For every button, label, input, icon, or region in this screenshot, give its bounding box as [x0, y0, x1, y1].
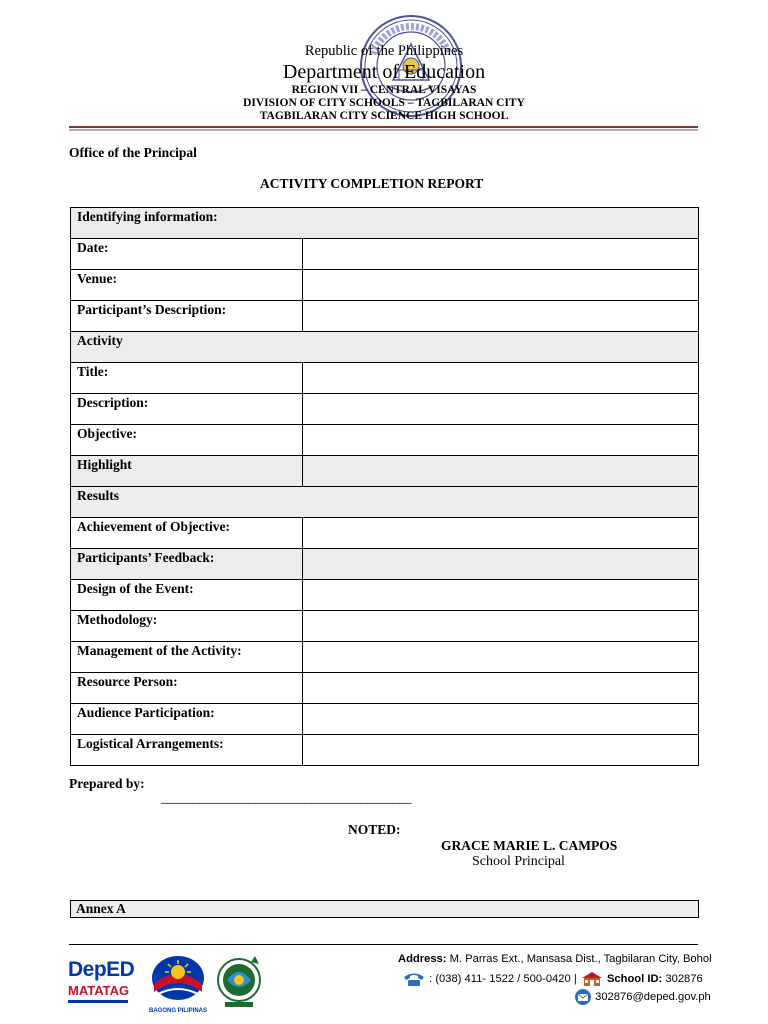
- bagong-pilipinas-logo: [148, 954, 208, 1012]
- achievement-field[interactable]: [303, 518, 699, 549]
- field-label: Participant’s Description:: [77, 302, 227, 317]
- form-row-participants-description: [71, 301, 699, 332]
- signature-line[interactable]: ________________________________________: [161, 790, 411, 805]
- email-link[interactable]: 302876@deped.gov.ph: [595, 990, 711, 1003]
- annex-box: [70, 900, 699, 918]
- field-label: Achievement of Objective:: [77, 519, 230, 534]
- principal-name: GRACE MARIE L. CAMPOS: [441, 838, 618, 853]
- school-id-value: 302876: [662, 972, 703, 985]
- field-label: Participants’ Feedback:: [77, 550, 215, 565]
- school-icon: [580, 971, 604, 987]
- section-results: [71, 487, 699, 518]
- department-name: Department of Education: [282, 61, 486, 83]
- field-label: Resource Person:: [77, 674, 178, 689]
- address-value: M. Parras Ext., Mansasa Dist., Tagbilaran City, Bohol: [446, 953, 712, 965]
- header-rule-dark: [69, 126, 698, 128]
- audience-field[interactable]: [303, 704, 699, 735]
- phone-icon: [402, 971, 426, 987]
- deped-logo-text: DepED: [68, 958, 135, 981]
- section-label: Activity: [77, 333, 123, 348]
- venue-field[interactable]: [303, 270, 699, 301]
- resource-person-field[interactable]: [303, 673, 699, 704]
- matatag-logo-text: MATATAG: [68, 983, 130, 998]
- email-icon: [574, 989, 592, 1005]
- field-label: Highlight: [77, 457, 132, 472]
- field-label: Audience Participation:: [77, 705, 215, 720]
- region-line: REGION VII – CENTRAL VISAYAS: [291, 84, 477, 96]
- footer-email-row: [574, 989, 711, 1005]
- field-label: Objective:: [77, 426, 137, 441]
- field-label: Date:: [77, 240, 109, 255]
- principal-title: School Principal: [472, 854, 565, 869]
- form-row-objective: [71, 425, 699, 456]
- description-field[interactable]: [303, 394, 699, 425]
- field-label: Title:: [77, 364, 109, 379]
- field-label: Management of the Activity:: [77, 643, 242, 658]
- form-row-resource-person: [71, 673, 699, 704]
- title-field[interactable]: [303, 363, 699, 394]
- phone-number: : (038) 411- 1522 / 500-0420 |: [429, 972, 577, 985]
- section-identifying: [71, 208, 699, 239]
- annex-label: Annex A: [76, 901, 126, 916]
- report-title: ACTIVITY COMPLETION REPORT: [260, 176, 484, 191]
- prepared-by-label: Prepared by:: [69, 776, 145, 791]
- form-row-description: [71, 394, 699, 425]
- field-label: Description:: [77, 395, 149, 410]
- form-row-venue: [71, 270, 699, 301]
- feedback-field[interactable]: [303, 549, 699, 580]
- form-row-highlight: [71, 456, 699, 487]
- highlight-field[interactable]: [303, 456, 699, 487]
- participants-description-field[interactable]: [303, 301, 699, 332]
- form-row-logistics: [71, 735, 699, 766]
- form-row-feedback: [71, 549, 699, 580]
- form-row-management: [71, 642, 699, 673]
- form-row-design: [71, 580, 699, 611]
- deped-matatag-logo: [68, 958, 134, 1014]
- design-field[interactable]: [303, 580, 699, 611]
- footer-rule: [69, 944, 698, 945]
- management-field[interactable]: [303, 642, 699, 673]
- form-row-date: [71, 239, 699, 270]
- footer-address: [398, 953, 712, 965]
- school-line: TAGBILARAN CITY SCIENCE HIGH SCHOOL: [259, 110, 509, 122]
- bagong-pilipinas-text: BAGONG PILIPINAS: [148, 1008, 207, 1014]
- school-id-label: School ID:: [606, 972, 663, 985]
- section-label: Results: [77, 488, 120, 503]
- office-label: Office of the Principal: [69, 145, 197, 160]
- field-label: Logistical Arrangements:: [77, 736, 224, 751]
- activity-report-form: [70, 207, 699, 766]
- form-row-methodology: [71, 611, 699, 642]
- school-emblem-icon: [215, 950, 265, 1012]
- field-label: Methodology:: [77, 612, 158, 627]
- address-label: Address:: [398, 953, 447, 965]
- field-label: Venue:: [77, 271, 118, 286]
- methodology-field[interactable]: [303, 611, 699, 642]
- header-rule-light: [69, 129, 698, 131]
- date-field[interactable]: [303, 239, 699, 270]
- logistics-field[interactable]: [303, 735, 699, 766]
- objective-field[interactable]: [303, 425, 699, 456]
- noted-label: NOTED:: [348, 822, 401, 837]
- footer-phone-row: [402, 971, 703, 987]
- section-activity: [71, 332, 699, 363]
- matatag-underline: [68, 1000, 128, 1003]
- field-label: Design of the Event:: [77, 581, 194, 596]
- form-row-achievement: [71, 518, 699, 549]
- section-label: Identifying information:: [77, 209, 218, 224]
- division-line: DIVISION OF CITY SCHOOLS – TAGBILARAN CITY: [243, 97, 525, 109]
- form-row-title: [71, 363, 699, 394]
- republic-line: Republic of the Philippines: [304, 43, 464, 59]
- bagong-pilipinas-emblem-icon: [148, 954, 208, 1002]
- form-row-audience: [71, 704, 699, 735]
